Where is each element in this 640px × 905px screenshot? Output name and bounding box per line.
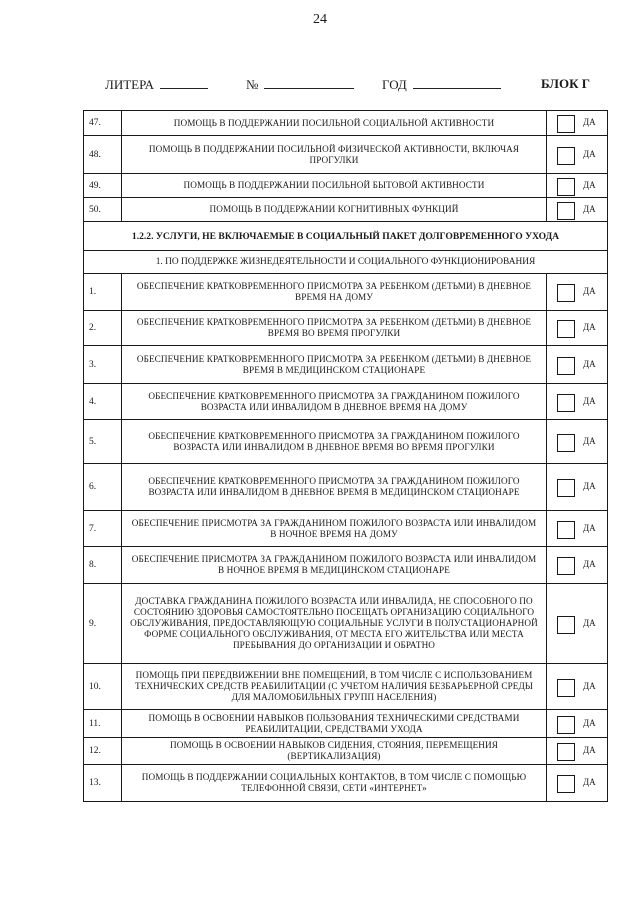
yes-label: ДА bbox=[583, 559, 596, 569]
service-description: ПОМОЩЬ В ПОДДЕРЖАНИИ СОЦИАЛЬНЫХ КОНТАКТОВ, В ТОМ ЧИСЛЕ С ПОМОЩЬЮ ТЕЛЕФОННОЙ СВЯЗИ, СЕТИ «ИНТЕРНЕТ» bbox=[122, 765, 547, 802]
year-field bbox=[382, 76, 501, 93]
yes-label: ДА bbox=[583, 481, 596, 491]
answer-cell bbox=[547, 738, 608, 765]
number-label: № bbox=[246, 77, 259, 92]
service-description: ОБЕСПЕЧЕНИЕ ПРИСМОТРА ЗА ГРАЖДАНИНОМ ПОЖИЛОГО ВОЗРАСТА ИЛИ ИНВАЛИДОМ В НОЧНОЕ ВРЕМЯ НА ДОМУ bbox=[122, 511, 547, 547]
answer-cell bbox=[547, 311, 608, 346]
answer-cell bbox=[547, 136, 608, 174]
yes-checkbox[interactable] bbox=[557, 394, 575, 412]
answer-cell bbox=[547, 111, 608, 136]
table-row bbox=[84, 384, 608, 420]
litera-input[interactable] bbox=[160, 76, 208, 89]
service-description: ОБЕСПЕЧЕНИЕ КРАТКОВРЕМЕННОГО ПРИСМОТРА ЗА РЕБЕНКОМ (ДЕТЬМИ) В ДНЕВНОЕ ВРЕМЯ В МЕДИЦИНСКОМ СТАЦИОНАРЕ bbox=[122, 346, 547, 384]
service-description: ПОМОЩЬ В ПОДДЕРЖАНИИ КОГНИТИВНЫХ ФУНКЦИЙ bbox=[122, 198, 547, 222]
answer-cell bbox=[547, 420, 608, 464]
answer-cell bbox=[547, 765, 608, 802]
yes-checkbox[interactable] bbox=[557, 115, 575, 133]
service-description: ПОМОЩЬ В ПОДДЕРЖАНИИ ПОСИЛЬНОЙ ФИЗИЧЕСКОЙ АКТИВНОСТИ, ВКЛЮЧАЯ ПРОГУЛКИ bbox=[122, 136, 547, 174]
row-number: 3. bbox=[84, 346, 122, 384]
yes-checkbox[interactable] bbox=[557, 202, 575, 220]
form-header bbox=[0, 76, 640, 96]
row-number: 49. bbox=[84, 174, 122, 198]
yes-checkbox[interactable] bbox=[557, 557, 575, 575]
table-row bbox=[84, 464, 608, 511]
yes-checkbox[interactable] bbox=[557, 716, 575, 734]
service-description: ОБЕСПЕЧЕНИЕ КРАТКОВРЕМЕННОГО ПРИСМОТРА ЗА РЕБЕНКОМ (ДЕТЬМИ) В ДНЕВНОЕ ВРЕМЯ ВО ВРЕМЯ ПРОГУЛКИ bbox=[122, 311, 547, 346]
service-description: ПОМОЩЬ ПРИ ПЕРЕДВИЖЕНИИ ВНЕ ПОМЕЩЕНИЙ, В ТОМ ЧИСЛЕ С ИСПОЛЬЗОВАНИЕМ ТЕХНИЧЕСКИХ СРЕДСТВ РЕАБИЛИТАЦИИ (С УЧЕТОМ НАЛИЧИЯ БЕЗБАРЬЕРНОЙ СРЕДЫ ДЛЯ МАЛОМОБИЛЬНЫХ ГРУПП НАСЕЛЕНИЯ) bbox=[122, 664, 547, 710]
year-input[interactable] bbox=[413, 76, 501, 89]
table-row bbox=[84, 710, 608, 738]
service-description: ОБЕСПЕЧЕНИЕ ПРИСМОТРА ЗА ГРАЖДАНИНОМ ПОЖИЛОГО ВОЗРАСТА ИЛИ ИНВАЛИДОМ В НОЧНОЕ ВРЕМЯ В МЕДИЦИНСКОМ СТАЦИОНАРЕ bbox=[122, 547, 547, 584]
table-row bbox=[84, 274, 608, 311]
services-table bbox=[83, 110, 608, 802]
row-number: 9. bbox=[84, 584, 122, 664]
yes-label: ДА bbox=[583, 617, 596, 628]
yes-checkbox[interactable] bbox=[557, 479, 575, 497]
table-row bbox=[84, 111, 608, 136]
table-row bbox=[84, 738, 608, 765]
table-row bbox=[84, 765, 608, 802]
yes-checkbox[interactable] bbox=[557, 679, 575, 697]
answer-cell bbox=[547, 547, 608, 584]
yes-checkbox[interactable] bbox=[557, 357, 575, 375]
yes-label: ДА bbox=[583, 680, 596, 691]
row-number: 50. bbox=[84, 198, 122, 222]
service-description: ПОМОЩЬ В ПОДДЕРЖАНИИ ПОСИЛЬНОЙ БЫТОВОЙ АКТИВНОСТИ bbox=[122, 174, 547, 198]
answer-cell bbox=[547, 584, 608, 664]
number-field bbox=[246, 76, 354, 93]
year-label: ГОД bbox=[382, 77, 407, 92]
service-description: ОБЕСПЕЧЕНИЕ КРАТКОВРЕМЕННОГО ПРИСМОТРА ЗА ГРАЖДАНИНОМ ПОЖИЛОГО ВОЗРАСТА ИЛИ ИНВАЛИДОМ В ДНЕВНОЕ ВРЕМЯ ВО ВРЕМЯ ПРОГУЛКИ bbox=[122, 420, 547, 464]
answer-cell bbox=[547, 384, 608, 420]
subsection-title: 1. ПО ПОДДЕРЖКЕ ЖИЗНЕДЕЯТЕЛЬНОСТИ И СОЦИАЛЬНОГО ФУНКЦИОНИРОВАНИЯ bbox=[84, 251, 608, 274]
service-description: ОБЕСПЕЧЕНИЕ КРАТКОВРЕМЕННОГО ПРИСМОТРА ЗА ГРАЖДАНИНОМ ПОЖИЛОГО ВОЗРАСТА ИЛИ ИНВАЛИДОМ В ДНЕВНОЕ ВРЕМЯ В МЕДИЦИНСКОМ СТАЦИОНАРЕ bbox=[122, 464, 547, 511]
service-description: ОБЕСПЕЧЕНИЕ КРАТКОВРЕМЕННОГО ПРИСМОТРА ЗА РЕБЕНКОМ (ДЕТЬМИ) В ДНЕВНОЕ ВРЕМЯ НА ДОМУ bbox=[122, 274, 547, 311]
yes-label: ДА bbox=[583, 522, 596, 533]
subsection-row bbox=[84, 251, 608, 274]
row-number: 47. bbox=[84, 111, 122, 136]
yes-checkbox[interactable] bbox=[557, 775, 575, 793]
yes-checkbox[interactable] bbox=[557, 178, 575, 196]
section-title: 1.2.2. УСЛУГИ, НЕ ВКЛЮЧАЕМЫЕ В СОЦИАЛЬНЫЙ ПАКЕТ ДОЛГОВРЕМЕННОГО УХОДА bbox=[84, 222, 608, 251]
yes-label: ДА bbox=[583, 148, 596, 159]
service-description: ПОМОЩЬ В ОСВОЕНИИ НАВЫКОВ ПОЛЬЗОВАНИЯ ТЕХНИЧЕСКИМИ СРЕДСТВАМИ РЕАБИЛИТАЦИИ, СРЕДСТВАМИ УХОДА bbox=[122, 710, 547, 738]
row-number: 5. bbox=[84, 420, 122, 464]
answer-cell bbox=[547, 274, 608, 311]
row-number: 10. bbox=[84, 664, 122, 710]
service-description: ДОСТАВКА ГРАЖДАНИНА ПОЖИЛОГО ВОЗРАСТА ИЛИ ИНВАЛИДА, НЕ СПОСОБНОГО ПО СОСТОЯНИЮ ЗДОРОВЬЯ САМОСТОЯТЕЛЬНО ПОСЕЩАТЬ ОРГАНИЗАЦИЮ СОЦИАЛЬНОГО ОБСЛУЖИВАНИЯ, ПРЕДОСТАВЛЯЮЩУЮ СОЦИАЛЬНЫЕ УСЛУГИ В ПОЛУСТАЦИОНАРНОЙ ФОРМЕ СОЦИАЛЬНОГО ОБСЛУЖИВАНИЯ, ОТ МЕСТА ЕГО ЖИТЕЛЬСТВА ИЛИ МЕСТА ПРЕБЫВАНИЯ ДО ОРГАНИЗАЦИИ И ОБРАТНО bbox=[122, 584, 547, 664]
yes-checkbox[interactable] bbox=[557, 434, 575, 452]
row-number: 7. bbox=[84, 511, 122, 547]
yes-label: ДА bbox=[583, 358, 596, 369]
service-description: ОБЕСПЕЧЕНИЕ КРАТКОВРЕМЕННОГО ПРИСМОТРА ЗА ГРАЖДАНИНОМ ПОЖИЛОГО ВОЗРАСТА ИЛИ ИНВАЛИДОМ В ДНЕВНОЕ ВРЕМЯ НА ДОМУ bbox=[122, 384, 547, 420]
yes-label: ДА bbox=[583, 777, 596, 787]
row-number: 8. bbox=[84, 547, 122, 584]
answer-cell bbox=[547, 664, 608, 710]
yes-checkbox[interactable] bbox=[557, 284, 575, 302]
yes-label: ДА bbox=[583, 745, 596, 755]
service-description: ПОМОЩЬ В ПОДДЕРЖАНИИ ПОСИЛЬНОЙ СОЦИАЛЬНОЙ АКТИВНОСТИ bbox=[122, 111, 547, 136]
answer-cell bbox=[547, 198, 608, 222]
answer-cell bbox=[547, 346, 608, 384]
answer-cell bbox=[547, 511, 608, 547]
table-row bbox=[84, 198, 608, 222]
yes-checkbox[interactable] bbox=[557, 320, 575, 338]
table-row bbox=[84, 511, 608, 547]
yes-checkbox[interactable] bbox=[557, 616, 575, 634]
table-row bbox=[84, 346, 608, 384]
yes-checkbox[interactable] bbox=[557, 743, 575, 761]
row-number: 4. bbox=[84, 384, 122, 420]
service-description: ПОМОЩЬ В ОСВОЕНИИ НАВЫКОВ СИДЕНИЯ, СТОЯНИЯ, ПЕРЕМЕЩЕНИЯ (ВЕРТИКАЛИЗАЦИЯ) bbox=[122, 738, 547, 765]
yes-checkbox[interactable] bbox=[557, 521, 575, 539]
yes-label: ДА bbox=[583, 286, 596, 296]
page-number: 24 bbox=[313, 12, 327, 27]
yes-label: ДА bbox=[583, 203, 596, 214]
table-row bbox=[84, 664, 608, 710]
row-number: 13. bbox=[84, 765, 122, 802]
row-number: 6. bbox=[84, 464, 122, 511]
litera-label: ЛИТЕРА bbox=[105, 77, 155, 92]
number-input[interactable] bbox=[264, 76, 354, 89]
row-number: 1. bbox=[84, 274, 122, 311]
yes-label: ДА bbox=[583, 395, 596, 406]
yes-label: ДА bbox=[583, 435, 596, 446]
yes-label: ДА bbox=[583, 117, 596, 127]
litera-field bbox=[105, 76, 208, 93]
row-number: 11. bbox=[84, 710, 122, 738]
yes-label: ДА bbox=[583, 179, 596, 190]
row-number: 48. bbox=[84, 136, 122, 174]
table-row bbox=[84, 174, 608, 198]
yes-label: ДА bbox=[583, 322, 596, 332]
answer-cell bbox=[547, 710, 608, 738]
row-number: 12. bbox=[84, 738, 122, 765]
table-row bbox=[84, 547, 608, 584]
yes-checkbox[interactable] bbox=[557, 147, 575, 165]
table-row bbox=[84, 311, 608, 346]
block-label: БЛОК Г bbox=[541, 76, 591, 91]
table-row bbox=[84, 584, 608, 664]
row-number: 2. bbox=[84, 311, 122, 346]
answer-cell bbox=[547, 174, 608, 198]
table-row bbox=[84, 420, 608, 464]
yes-label: ДА bbox=[583, 717, 596, 728]
table-row bbox=[84, 136, 608, 174]
answer-cell bbox=[547, 464, 608, 511]
section-row bbox=[84, 222, 608, 251]
